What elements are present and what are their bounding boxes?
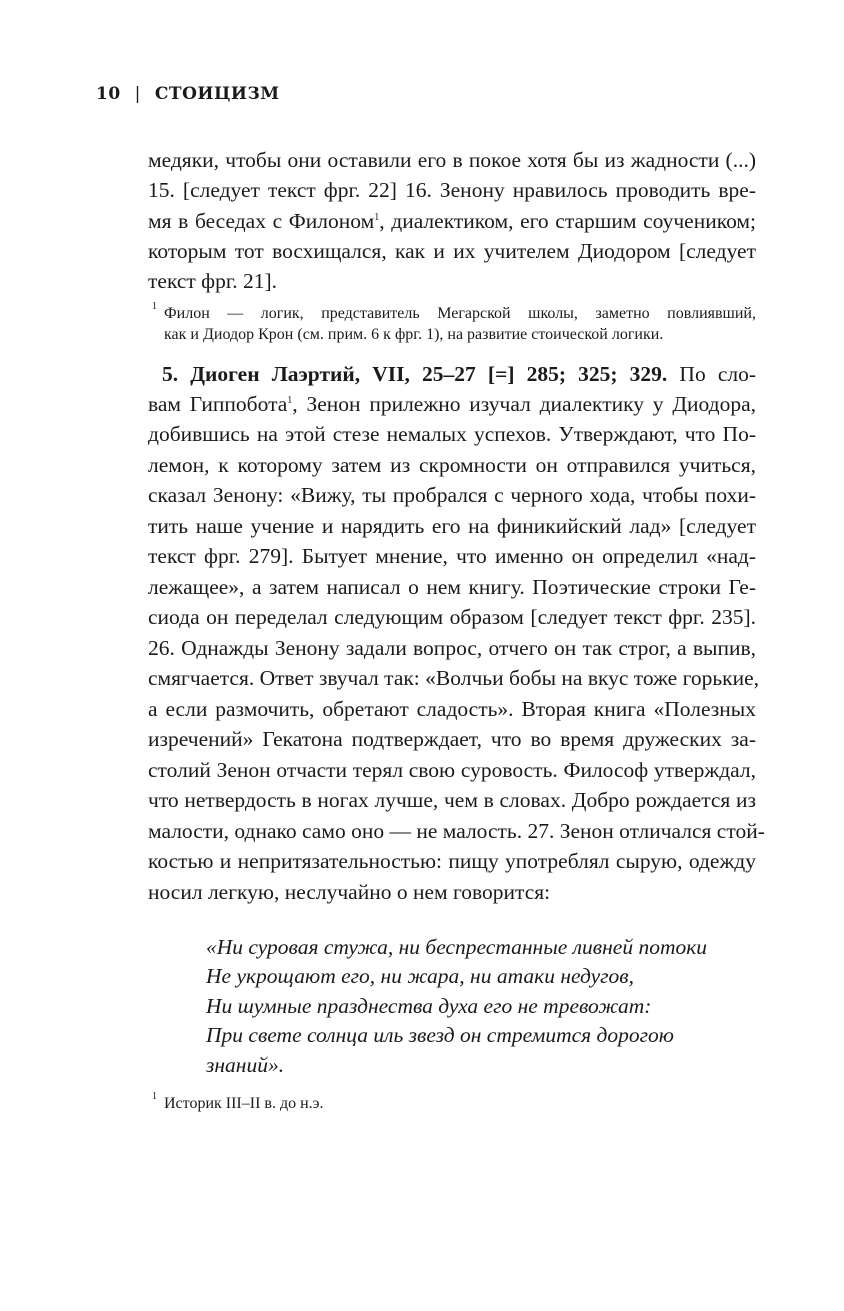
footnote-marker: 1 xyxy=(152,301,157,312)
body-line: которым тот восхищался, как и их учителем Диодором [следует xyxy=(148,239,756,263)
running-header xyxy=(96,84,280,104)
poem-line: Не укрощают его, ни жара, ни атаки недугов, xyxy=(206,964,634,988)
body-line: текст фрг. 279]. Бытует мнение, что именно он определил «над- xyxy=(148,544,756,568)
footnote-line: Историк III–II в. до н.э. xyxy=(164,1095,324,1112)
body-line: костью и непритязательностью: пищу употреблял сырую, одежду xyxy=(148,849,756,873)
body-line: лемон, к которому затем из скромности он отправился учиться, xyxy=(148,453,756,477)
footnote-marker: 1 xyxy=(152,1091,157,1102)
text-run: По сло- xyxy=(667,362,756,386)
footnote-line: как и Диодор Крон (см. прим. 6 к фрг. 1), на развитие стоической логики. xyxy=(164,326,664,343)
body-line: текст фрг. 21]. xyxy=(148,269,278,293)
body-line: 26. Однажды Зенону задали вопрос, отчего он так строг, а выпив, xyxy=(148,636,756,660)
footnote-line: Филон — логик, представитель Мегарской школы, заметно повлиявший, xyxy=(164,305,756,322)
body-line: малости, однако само оно — не малость. 27. Зенон отличался стой- xyxy=(148,819,765,843)
body-line: добившись на этой стезе немалых успехов. Утверждают, что По- xyxy=(148,422,756,446)
body-line: смягчается. Ответ звучал так: «Волчьи бобы на вкус тоже горькие, xyxy=(148,666,760,690)
body-line xyxy=(148,208,756,234)
body-line: носил легкую, неслучайно о нем говорится: xyxy=(148,880,551,904)
text-run: , Зенон прилежно изучал диалектику у Диодора, xyxy=(292,392,756,416)
page-number: 10 xyxy=(96,84,121,104)
body-line: а если размочить, обретают сладость». Вторая книга «Полезных xyxy=(148,697,756,721)
footnote-reference: 1 xyxy=(374,211,380,223)
body-line: тить наше учение и нарядить его на финикийский лад» [следует xyxy=(148,514,756,538)
body-line: столий Зенон отчасти терял свою суровость. Философ утверждал, xyxy=(148,758,756,782)
poem-line: знаний». xyxy=(206,1053,285,1077)
source-citation: 5. Диоген Лаэртий, VII, 25–27 [=] 285; 325; 329. xyxy=(162,362,668,386)
text-run: мя в беседах с Филоном xyxy=(148,209,375,233)
body-line: сказал Зенону: «Вижу, ты пробрался с черного хода, чтобы похи- xyxy=(148,483,756,507)
paragraph-heading-line xyxy=(162,361,756,387)
body-line: 15. [следует текст фрг. 22] 16. Зенону нравилось проводить вре- xyxy=(148,178,756,202)
header-separator: | xyxy=(134,84,141,104)
body-line: изречений» Гекатона подтверждает, что во время дружеских за- xyxy=(148,727,756,751)
text-run: , диалектиком, его старшим соучеником; xyxy=(379,209,756,233)
body-line: медяки, чтобы они оставили его в покое хотя бы из жадности (...) xyxy=(148,148,756,172)
body-line: сиода он переделал следующим образом [следует текст фрг. 235]. xyxy=(148,605,756,629)
book-title: СТОИЦИЗМ xyxy=(154,84,280,104)
poem-line: Ни шумные празднества духа его не тревожат: xyxy=(206,994,652,1018)
body-line: что нетвердость в ногах лучше, чем в словах. Добро рождается из xyxy=(148,788,756,812)
poem-line: «Ни суровая стужа, ни беспрестанные ливней потоки xyxy=(206,935,708,959)
footnote-reference: 1 xyxy=(287,394,293,406)
poem-line: При свете солнца иль звезд он стремится дорогою xyxy=(206,1023,674,1047)
text-run: вам Гиппобота xyxy=(148,392,288,416)
body-line: лежащее», а затем написал о нем книгу. Поэтические строки Ге- xyxy=(148,575,756,599)
body-line xyxy=(148,391,756,417)
